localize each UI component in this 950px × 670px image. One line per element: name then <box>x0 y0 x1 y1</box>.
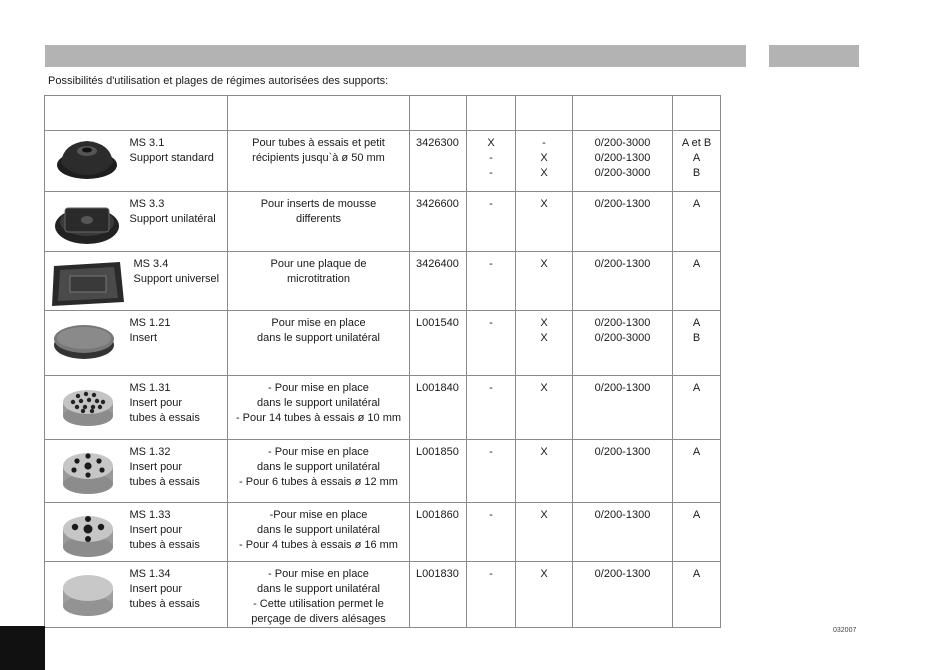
header-cell <box>45 96 228 131</box>
cell-line: X <box>540 198 548 210</box>
cell-line: A <box>692 509 701 521</box>
cell-line: Insert pour <box>129 524 183 536</box>
cell-line: récipients jusqu`à ø 50 mm <box>252 152 385 164</box>
cell-line: X <box>540 152 548 164</box>
cell-line: 0/200-3000 <box>594 167 651 179</box>
cell-line: 0/200-1300 <box>594 568 651 580</box>
cell-line: - <box>489 446 493 458</box>
article-number-cell: L001830 <box>410 562 467 628</box>
class-cell <box>673 252 721 311</box>
cell-line: A <box>692 258 701 270</box>
speed-range-cell <box>573 131 673 192</box>
table-header-row <box>45 96 721 131</box>
cell-line: 0/200-1300 <box>594 382 651 394</box>
table-row <box>45 503 721 562</box>
footer-code: 032007 <box>833 627 857 634</box>
cell-line: tubes à essais <box>129 539 200 551</box>
class-cell <box>673 376 721 440</box>
cell-line: X <box>540 382 548 394</box>
cell-line: A <box>692 152 701 164</box>
product-image-cell <box>45 192 130 252</box>
table-row <box>45 252 721 311</box>
cell-line: - <box>489 382 493 394</box>
header-cell <box>228 96 410 131</box>
cell-line: A <box>692 198 701 210</box>
cell-line: perçage de divers alésages <box>251 613 386 625</box>
insert-14-holes-image <box>59 382 117 435</box>
cell-line: Support universel <box>133 273 220 285</box>
description-cell <box>228 376 410 440</box>
cell-line: - Cette utilisation permet le <box>253 598 384 610</box>
col-b-cell <box>516 252 573 311</box>
cell-line: - <box>489 568 493 580</box>
product-image-cell <box>45 503 130 562</box>
cell-line: dans le support unilatéral <box>257 524 380 536</box>
cell-line: MS 1.31 <box>129 382 171 394</box>
cell-line: B <box>692 332 701 344</box>
col-a-cell <box>467 562 516 628</box>
speed-range-cell <box>573 562 673 628</box>
intro-text: Possibilités d'utilisation et plages de régimes autorisées des supports: <box>48 75 389 87</box>
cell-line: 0/200-1300 <box>594 198 651 210</box>
speed-range-cell <box>573 252 673 311</box>
header-bar <box>45 45 746 67</box>
supports-table <box>44 95 721 628</box>
cell-line: - Pour 4 tubes à essais ø 16 mm <box>239 539 398 551</box>
cell-line: Support unilatéral <box>129 213 216 225</box>
cell-line: A <box>692 317 701 329</box>
class-cell <box>673 440 721 503</box>
product-image-cell <box>45 376 130 440</box>
cell-line: - <box>542 137 546 149</box>
article-number-cell: L001840 <box>410 376 467 440</box>
table-row <box>45 192 721 252</box>
col-a-cell <box>467 311 516 376</box>
cell-line: MS 3.1 <box>129 137 165 149</box>
table-row <box>45 131 721 192</box>
speed-range-cell <box>573 503 673 562</box>
side-header-bar <box>769 45 859 67</box>
col-a-cell <box>467 440 516 503</box>
col-a-cell <box>467 131 516 192</box>
support-standard-image <box>53 135 121 188</box>
cell-line: microtitration <box>287 273 350 285</box>
cell-line: 0/200-1300 <box>594 446 651 458</box>
col-b-cell <box>516 376 573 440</box>
cell-line: 0/200-1300 <box>594 152 651 164</box>
description-cell <box>228 311 410 376</box>
header-cell <box>673 96 721 131</box>
cell-line: B <box>692 167 701 179</box>
cell-line: 0/200-3000 <box>594 137 651 149</box>
class-cell <box>673 192 721 252</box>
cell-line: -Pour mise en place <box>269 509 368 521</box>
cell-line: - Pour mise en place <box>268 382 369 394</box>
article-number-cell: 3426300 <box>410 131 467 192</box>
cell-line: X <box>540 568 548 580</box>
cell-line: A <box>692 446 701 458</box>
col-b-cell <box>516 311 573 376</box>
cell-line: - <box>489 317 493 329</box>
cell-line: Insert pour <box>129 583 183 595</box>
cell-line: differents <box>295 213 342 225</box>
cell-line: - <box>489 258 493 270</box>
description-cell <box>228 562 410 628</box>
col-b-cell <box>516 131 573 192</box>
insert-6-holes-image <box>59 446 117 503</box>
cell-line: A et B <box>681 137 712 149</box>
cell-line: - <box>489 509 493 521</box>
cell-line: - <box>489 198 493 210</box>
corner-block <box>0 626 45 670</box>
cell-line: Pour inserts de mousse <box>260 198 377 210</box>
col-b-cell <box>516 503 573 562</box>
cell-line: MS 1.32 <box>129 446 171 458</box>
cell-line: MS 1.33 <box>129 509 171 521</box>
col-a-cell <box>467 192 516 252</box>
description-cell <box>228 503 410 562</box>
product-name-cell <box>130 440 228 503</box>
cell-line: X <box>540 167 548 179</box>
header-cell <box>467 96 516 131</box>
cell-line: dans le support unilatéral <box>257 583 380 595</box>
cell-line: - <box>489 152 493 164</box>
product-name-cell <box>130 562 228 628</box>
article-number-cell: L001850 <box>410 440 467 503</box>
class-cell <box>673 311 721 376</box>
product-name-cell <box>130 376 228 440</box>
cell-line: - Pour mise en place <box>268 446 369 458</box>
cell-line: Insert pour <box>129 461 183 473</box>
col-a-cell <box>467 252 516 311</box>
product-image-cell <box>45 131 130 192</box>
product-image-cell <box>45 252 130 311</box>
class-cell <box>673 562 721 628</box>
cell-line: 0/200-1300 <box>594 258 651 270</box>
cell-line: 0/200-3000 <box>594 332 651 344</box>
cell-line: tubes à essais <box>129 412 200 424</box>
article-number-cell: 3426600 <box>410 192 467 252</box>
speed-range-cell <box>573 192 673 252</box>
product-image-cell <box>45 562 130 628</box>
cell-line: - <box>489 167 493 179</box>
support-unilateral-image <box>51 196 123 253</box>
col-a-cell <box>467 503 516 562</box>
description-cell <box>228 192 410 252</box>
table-row <box>45 376 721 440</box>
description-cell <box>228 252 410 311</box>
article-number-cell: L001860 <box>410 503 467 562</box>
insert-blank-image <box>59 568 117 625</box>
cell-line: X <box>540 446 548 458</box>
cell-line: X <box>487 137 495 149</box>
product-name-cell <box>130 192 228 252</box>
product-name-cell <box>130 131 228 192</box>
cell-line: tubes à essais <box>129 476 200 488</box>
product-image-cell <box>45 440 130 503</box>
cell-line: Insert <box>129 332 158 344</box>
description-cell <box>228 440 410 503</box>
cell-line: MS 1.21 <box>129 317 171 329</box>
cell-line: - Pour 14 tubes à essais ø 10 mm <box>235 412 402 424</box>
cell-line: 0/200-1300 <box>594 509 651 521</box>
cell-line: Pour une plaque de <box>270 258 367 270</box>
speed-range-cell <box>573 440 673 503</box>
cell-line: Pour tubes à essais et petit <box>252 137 385 149</box>
product-name-cell <box>130 311 228 376</box>
cell-line: MS 3.3 <box>129 198 165 210</box>
cell-line: 0/200-1300 <box>594 317 651 329</box>
insert-disc-image <box>49 319 119 368</box>
col-b-cell <box>516 562 573 628</box>
cell-line: X <box>540 332 548 344</box>
support-universel-image <box>48 258 128 315</box>
product-image-cell <box>45 311 130 376</box>
cell-line: MS 3.4 <box>133 258 169 270</box>
table-row <box>45 311 721 376</box>
cell-line: Insert pour <box>129 397 183 409</box>
insert-4-holes-image <box>59 509 117 566</box>
cell-line: X <box>540 317 548 329</box>
header-cell <box>573 96 673 131</box>
cell-line: A <box>692 382 701 394</box>
cell-line: dans le support unilatéral <box>257 461 380 473</box>
cell-line: tubes à essais <box>129 598 200 610</box>
class-cell <box>673 503 721 562</box>
article-number-cell: 3426400 <box>410 252 467 311</box>
cell-line: - Pour mise en place <box>268 568 369 580</box>
table-row <box>45 440 721 503</box>
speed-range-cell <box>573 311 673 376</box>
cell-line: Support standard <box>129 152 214 164</box>
header-cell <box>516 96 573 131</box>
cell-line: Pour mise en place <box>271 317 366 329</box>
cell-line: X <box>540 509 548 521</box>
header-cell <box>410 96 467 131</box>
cell-line: dans le support unilatéral <box>257 332 380 344</box>
description-cell <box>228 131 410 192</box>
class-cell <box>673 131 721 192</box>
col-a-cell <box>467 376 516 440</box>
col-b-cell <box>516 440 573 503</box>
cell-line: MS 1.34 <box>129 568 171 580</box>
product-name-cell <box>130 503 228 562</box>
col-b-cell <box>516 192 573 252</box>
cell-line: X <box>540 258 548 270</box>
speed-range-cell <box>573 376 673 440</box>
cell-line: A <box>692 568 701 580</box>
cell-line: dans le support unilatéral <box>257 397 380 409</box>
table-row <box>45 562 721 628</box>
article-number-cell: L001540 <box>410 311 467 376</box>
cell-line: - Pour 6 tubes à essais ø 12 mm <box>239 476 398 488</box>
product-name-cell <box>130 252 228 311</box>
